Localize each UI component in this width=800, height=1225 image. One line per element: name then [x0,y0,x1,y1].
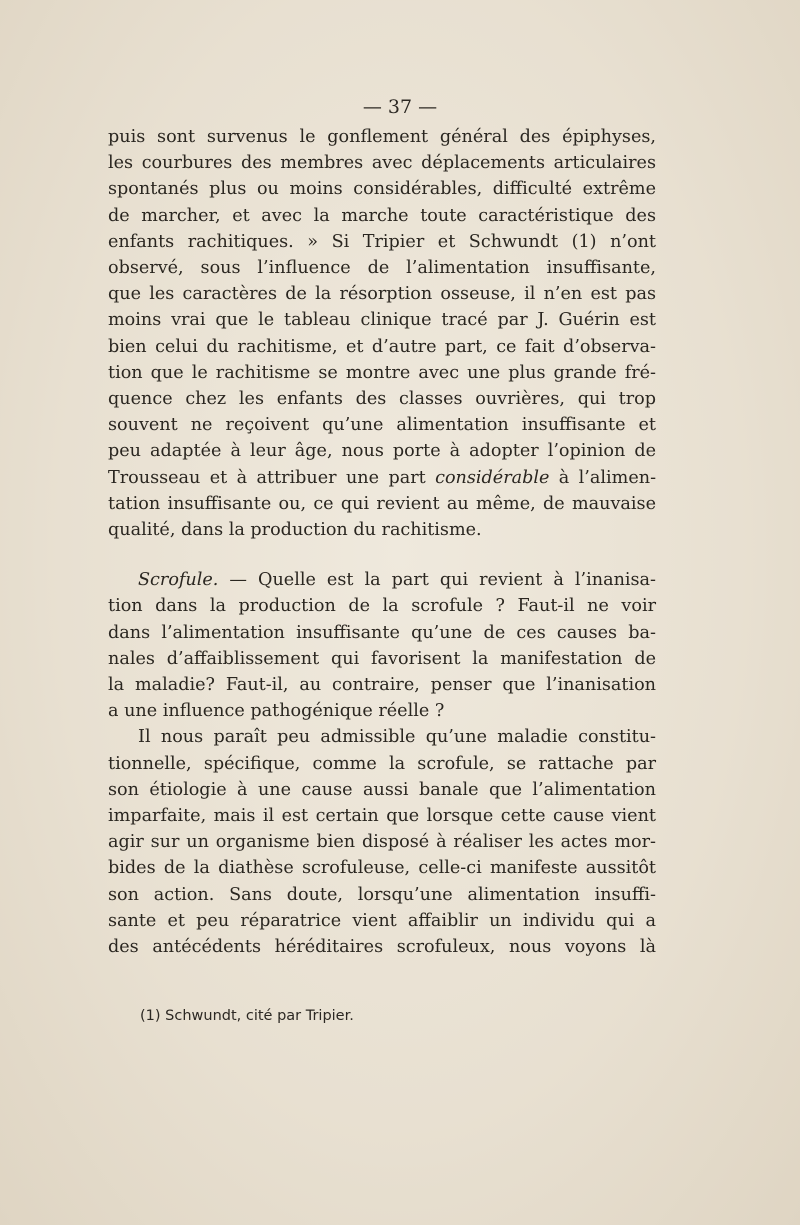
text-line: son étiologie à une cause aussi banale que l’alimentation [108,779,656,800]
text-line: spontanés plus ou moins considérables, difficulté extrême [108,179,656,200]
emphasis-word: considérable [435,467,550,488]
text-line: qualité, dans la production du rachitisme. [108,520,482,541]
text-line: puis sont survenus le gonflement général des épiphyses, [108,127,656,147]
body-text [108,124,656,960]
text-line: son action. Sans doute, lorsqu’une alimentation insuffi- [108,884,656,905]
text-line: Il nous paraît peu admissible qu’une maladie constitu- [138,727,656,748]
text-segment: à l’alimen- [549,467,657,488]
text-line: moins vrai que le tableau clinique tracé par J. Guérin est [108,310,656,331]
text-line: agir sur un organisme bien disposé à réaliser les actes mor- [108,832,656,853]
text-line: bides de la diathèse scrofuleuse, celle-ci manifeste aussitôt [108,858,656,879]
text-line: de marcher, et avec la marche toute caractéristique des [108,205,656,226]
text-segment: — Quelle est la part qui revient à l’inanisa- [218,570,656,591]
text-segment: Trousseau et à attribuer une part [108,467,426,488]
text-line: bien celui du rachitisme, et d’autre part, ce fait d’observa- [108,336,656,357]
text-line: observé, sous l’influence de l’alimentation insuffisante, [108,258,656,279]
text-line: tionnelle, spécifique, comme la scrofule, se rattache par [108,753,656,774]
text-line: quence chez les enfants des classes ouvrières, qui trop [108,389,656,410]
footnote: (1) Schwundt, cité par Tripier. [140,1008,354,1024]
text-line: les courbures des membres avec déplacements articulaires [108,153,656,174]
text-line: tion dans la production de la scrofule ? Faut-il ne voir [108,596,656,617]
page-number: — 37 — [362,96,438,118]
text-line: que les caractères de la résorption osseuse, il n’en est pas [108,284,656,305]
text-line: souvent ne reçoivent qu’une alimentation insuffisante et [108,415,656,436]
text-line [108,567,656,593]
text-line: des antécédents héréditaires scrofuleux, nous voyons là [108,937,656,958]
text-line: sante et peu réparatrice vient affaiblir un individu qui a [108,910,656,931]
text-line: tion que le rachitisme se montre avec une plus grande fré- [108,362,656,383]
text-line: la maladie? Faut-il, au contraire, penser que l’inanisation [108,675,656,696]
text-line: enfants rachitiques. » Si Tripier et Schwundt (1) n’ont [108,231,656,252]
text-line: peu adaptée à leur âge, nous porte à adopter l’opinion de [108,441,656,462]
section-heading: Scrofule. [138,570,219,591]
text-line: a une influence pathogénique réelle ? [108,701,445,722]
text-line: tation insuffisante ou, ce qui revient au même, de mauvaise [108,493,656,514]
text-line [108,465,656,491]
text-line: dans l’alimentation insuffisante qu’une de ces causes ba- [108,622,656,643]
text-line: nales d’affaiblissement qui favorisent la manifestation de [108,648,656,669]
text-line: imparfaite, mais il est certain que lorsque cette cause vient [108,806,656,827]
